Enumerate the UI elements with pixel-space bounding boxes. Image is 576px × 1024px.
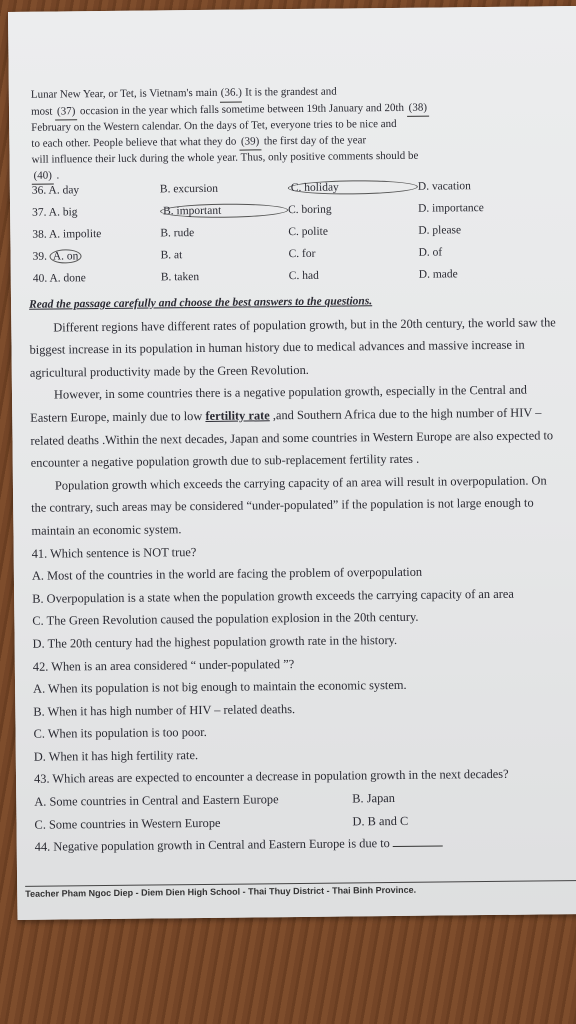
option-row-40 [33,262,543,289]
passage-text: However, in some countries there is a negative population growth, especially in the Central and Eastern Europe, mainly due to low [30,382,528,425]
intro-line1a: Lunar New Year, or Tet, is Vietnam's main [30,86,218,101]
option-d[interactable]: D. made [418,268,458,281]
q42-option-d[interactable]: D. When it has high fertility rate. [33,747,199,764]
option-number: 39. [32,250,48,263]
cloze-passage: Lunar New Year, or Tet, is Vietnam's main (36.) It is the grandest and most (37) occasion in the year which falls sometime between 19th January and 20th (38) February on the Western calendar. On the days of Tet, everyone tries to be nice and to each other. People believe that what they do (39) the first day of the year will influence their luck during the whole year. Thus, only positive comments should be (40) . [31,82,552,184]
intro-line2a: most [30,105,53,118]
option-d[interactable]: D. vacation [417,180,471,193]
option-b[interactable]: B. rude [160,227,195,240]
option-number: 40. [32,272,48,285]
q43-option-a[interactable]: A. Some countries in Central and Eastern Europe [34,792,279,809]
q43-option-d[interactable]: D. B and C [352,813,409,829]
reading-section [29,288,565,858]
option-a-circled[interactable]: A. on [50,249,82,263]
option-a[interactable]: A. done [49,272,86,285]
q41-option-a[interactable]: A. Most of the countries in the world are facing the problem of overpopulation [31,564,423,583]
option-d[interactable]: D. importance [418,202,484,215]
option-a[interactable]: A. day [48,184,80,197]
blank-39: (39) [239,134,261,151]
q43-option-b[interactable]: B. Japan [352,791,395,806]
option-number: 37. [32,206,47,219]
intro-line2b: occasion in the year which falls sometime between 19th January and 20th [79,101,405,117]
q42-option-b[interactable]: B. When it has high number of HIV – related deaths. [33,701,296,719]
question-43: 43. Which areas are expected to encounter a decrease in population growth in the next decades? [33,767,509,787]
option-b-circled[interactable]: B. important [160,203,288,218]
q41-option-d[interactable]: D. The 20th century had the highest population growth rate in the history. [32,632,398,651]
question-44-text: 44. Negative population growth in Central and Eastern Europe is due to [34,836,390,855]
intro-line1b: It is the grandest and [244,85,337,99]
option-c[interactable]: C. polite [288,225,329,239]
passage-text: ,and Southern Africa due to the high number of HIV – related deaths .Within the next decades, Japan and some countries in Western Europe are also expected to encounter a negative population growth due to sub-replacement fertility rates . [30,405,554,470]
blank-40: (40) [32,168,54,185]
intro-line4b: the first day of the year [263,133,367,147]
option-c-circled[interactable]: C. holiday [288,180,418,195]
option-b[interactable]: B. at [160,249,183,262]
intro-line4a: to each other. People believe that what they do [31,135,237,150]
intro-line5: will influence their luck during the whole year. Thus, only positive comments should be [31,149,419,166]
underlined-term: fertility rate [205,408,270,423]
question-41: 41. Which sentence is NOT true? [31,544,197,561]
option-a[interactable]: A. big [48,206,78,219]
option-number: 36. [31,184,47,197]
blank-37: (37) [55,104,77,121]
passage-paragraph-2 [30,379,561,475]
q43-option-c[interactable]: C. Some countries in Western Europe [34,815,221,832]
question-42: 42. When is an area considered “ under-populated ”? [32,656,295,674]
page-footer: Teacher Pham Ngoc Diep - Diem Dien High School - Thai Thuy District - Thai Binh Province. [25,880,576,899]
option-d[interactable]: D. of [418,246,443,259]
passage-paragraph-3: Population growth which exceeds the carrying capacity of an area will result in overpopulation. On the contrary, such areas may be considered “under-populated” if the population is not large enough to maintain an economic system. [31,473,547,538]
option-c[interactable]: C. had [288,269,319,283]
passage-paragraph-1: Different regions have different rates of population growth, but in the 20th century, the world saw the biggest increase in its population in human history due to medical advances and massive increase in agricultural productivity made by the Green Revolution. [29,314,556,380]
option-c[interactable]: C. boring [288,203,332,217]
option-d[interactable]: D. please [418,224,462,237]
question-44 [35,830,565,858]
option-b[interactable]: B. excursion [159,182,219,196]
option-c[interactable]: C. for [288,247,316,261]
blank-38: (38) [407,100,429,117]
option-number: 38. [32,228,47,241]
answer-options [32,174,543,289]
intro-line3a: February on the Western calendar. On the days of Tet, everyone tries to be nice and [31,117,397,134]
section-instruction: Read the passage carefully and choose the best answers to the questions. [29,295,373,311]
option-b[interactable]: B. taken [160,271,200,284]
worksheet-page [8,6,576,920]
q41-option-b[interactable]: B. Overpopulation is a state when the population growth exceeds the carrying capacity of an area [32,586,514,606]
blank-36: (36.) [220,86,242,103]
q42-option-c[interactable]: C. When its population is too poor. [33,725,207,742]
blank-44 [393,846,443,848]
option-a[interactable]: A. impolite [48,228,102,241]
q42-option-a[interactable]: A. When its population is not big enough to maintain the economic system. [33,677,407,696]
q41-option-c[interactable]: C. The Green Revolution caused the population explosion in the 20th century. [32,610,419,629]
